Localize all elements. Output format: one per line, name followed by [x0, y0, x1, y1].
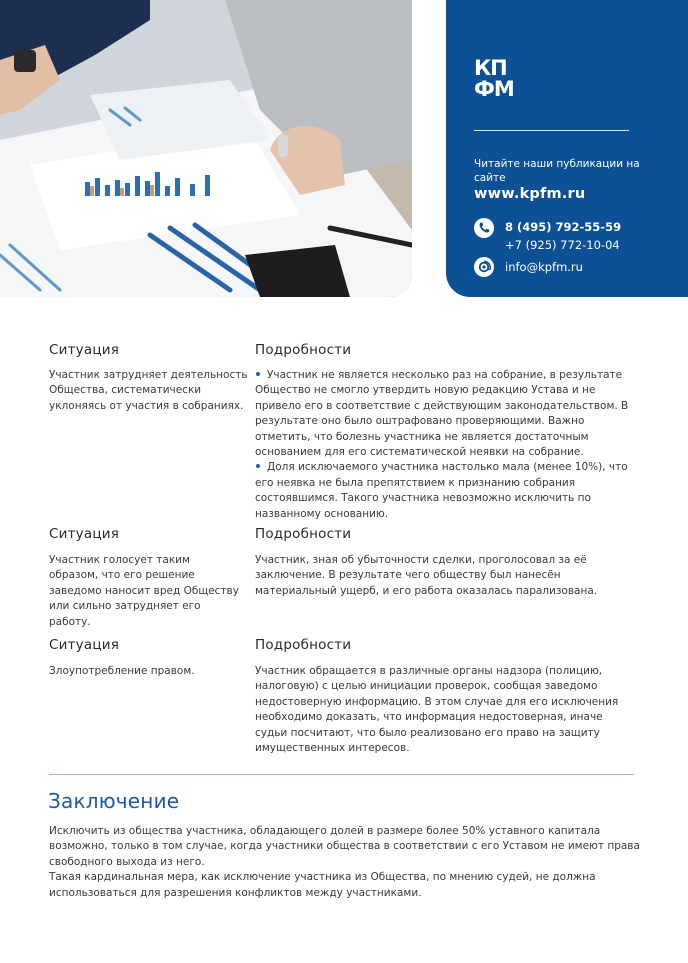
conclusion-body	[49, 824, 649, 901]
conclusion-title: Заключение	[48, 789, 180, 813]
situation-heading-2: Ситуация	[49, 526, 120, 542]
website-link[interactable]: www.kpfm.ru	[474, 186, 586, 202]
phone-primary[interactable]: 8 (495) 792-55-59	[505, 220, 622, 234]
section-divider	[49, 774, 634, 775]
details-heading-3: Подробности	[255, 637, 352, 653]
brand-panel	[446, 0, 688, 297]
details-text-3: Участник обращается в различные органы надзора (полицию, налоговую) с целью инициации проверок, сообщая заведомо недостоверную информацию. В этом случае для его исключения необходимо доказать, что информация недостоверная, иначе судьи посчитают, что было реализовано его право на защиту имущественных интересов.	[255, 665, 619, 755]
conclusion-paragraph-2: Такая кардинальная мера, как исключение участника из Общества, по мнению судей, не должна использоваться для разрешения конфликтов между участниками.	[49, 871, 596, 899]
office-documents-image	[0, 0, 412, 297]
details-item-text: Доля исключаемого участника настолько мала (менее 10%), что его неявка не была препятствием к признанию собрания состоявшимся. Такого участника невозможно исключить по названному основанию.	[255, 461, 628, 520]
details-list-1	[255, 368, 637, 522]
logo-line-1: КП	[474, 56, 507, 80]
brand-divider	[474, 130, 629, 131]
details-text-2: Участник, зная об убыточности сделки, проголосовал за её заключение. В результате чего обществу был нанесён материальный ущерб, и его работа оказалась парализована.	[255, 554, 598, 597]
bullet-icon	[256, 464, 260, 468]
details-list-item	[255, 460, 637, 522]
details-heading-2: Подробности	[255, 526, 352, 542]
bullet-icon	[256, 372, 260, 376]
kpfm-logo	[474, 58, 514, 100]
situation-text-2: Участник голосует таким образом, что его решение заведомо наносит вред Обществу или сильно затрудняет его работу.	[49, 554, 239, 628]
email-link[interactable]: info@kpfm.ru	[505, 260, 583, 274]
read-publications-text: Читайте наши публикации на сайте	[474, 158, 640, 184]
details-item-text: Участник не является несколько раз на собрание, в результате Общество не смогло утвердить новую редакцию Устава и не привело его в соответствие с действующим законодательством. В результате оно было оштрафовано проверяющими. Важно отметить, что болезнь участника не является достаточным основанием для его систематической неявки на собрание.	[255, 369, 629, 459]
details-list-item	[255, 368, 637, 460]
details-heading-1: Подробности	[255, 342, 352, 358]
phone-icon	[474, 218, 494, 238]
email-icon	[474, 257, 494, 277]
situation-text-3: Злоупотребление правом.	[49, 665, 195, 677]
conclusion-paragraph-1: Исключить из общества участника, обладающего долей в размере более 50% уставного капитала возможно, только в том случае, когда участники общества в соответствии с его Уставом не имеют права свободного выхода из него.	[49, 825, 640, 868]
phone-secondary[interactable]: +7 (925) 772-10-04	[505, 238, 620, 252]
situation-text-1: Участник затрудняет деятельность Общества, систематически уклоняясь от участия в собраниях.	[49, 369, 248, 412]
logo-line-2: ФМ	[474, 77, 514, 101]
header-photo	[0, 0, 412, 297]
situation-heading-3: Ситуация	[49, 637, 120, 653]
situation-heading-1: Ситуация	[49, 342, 120, 358]
